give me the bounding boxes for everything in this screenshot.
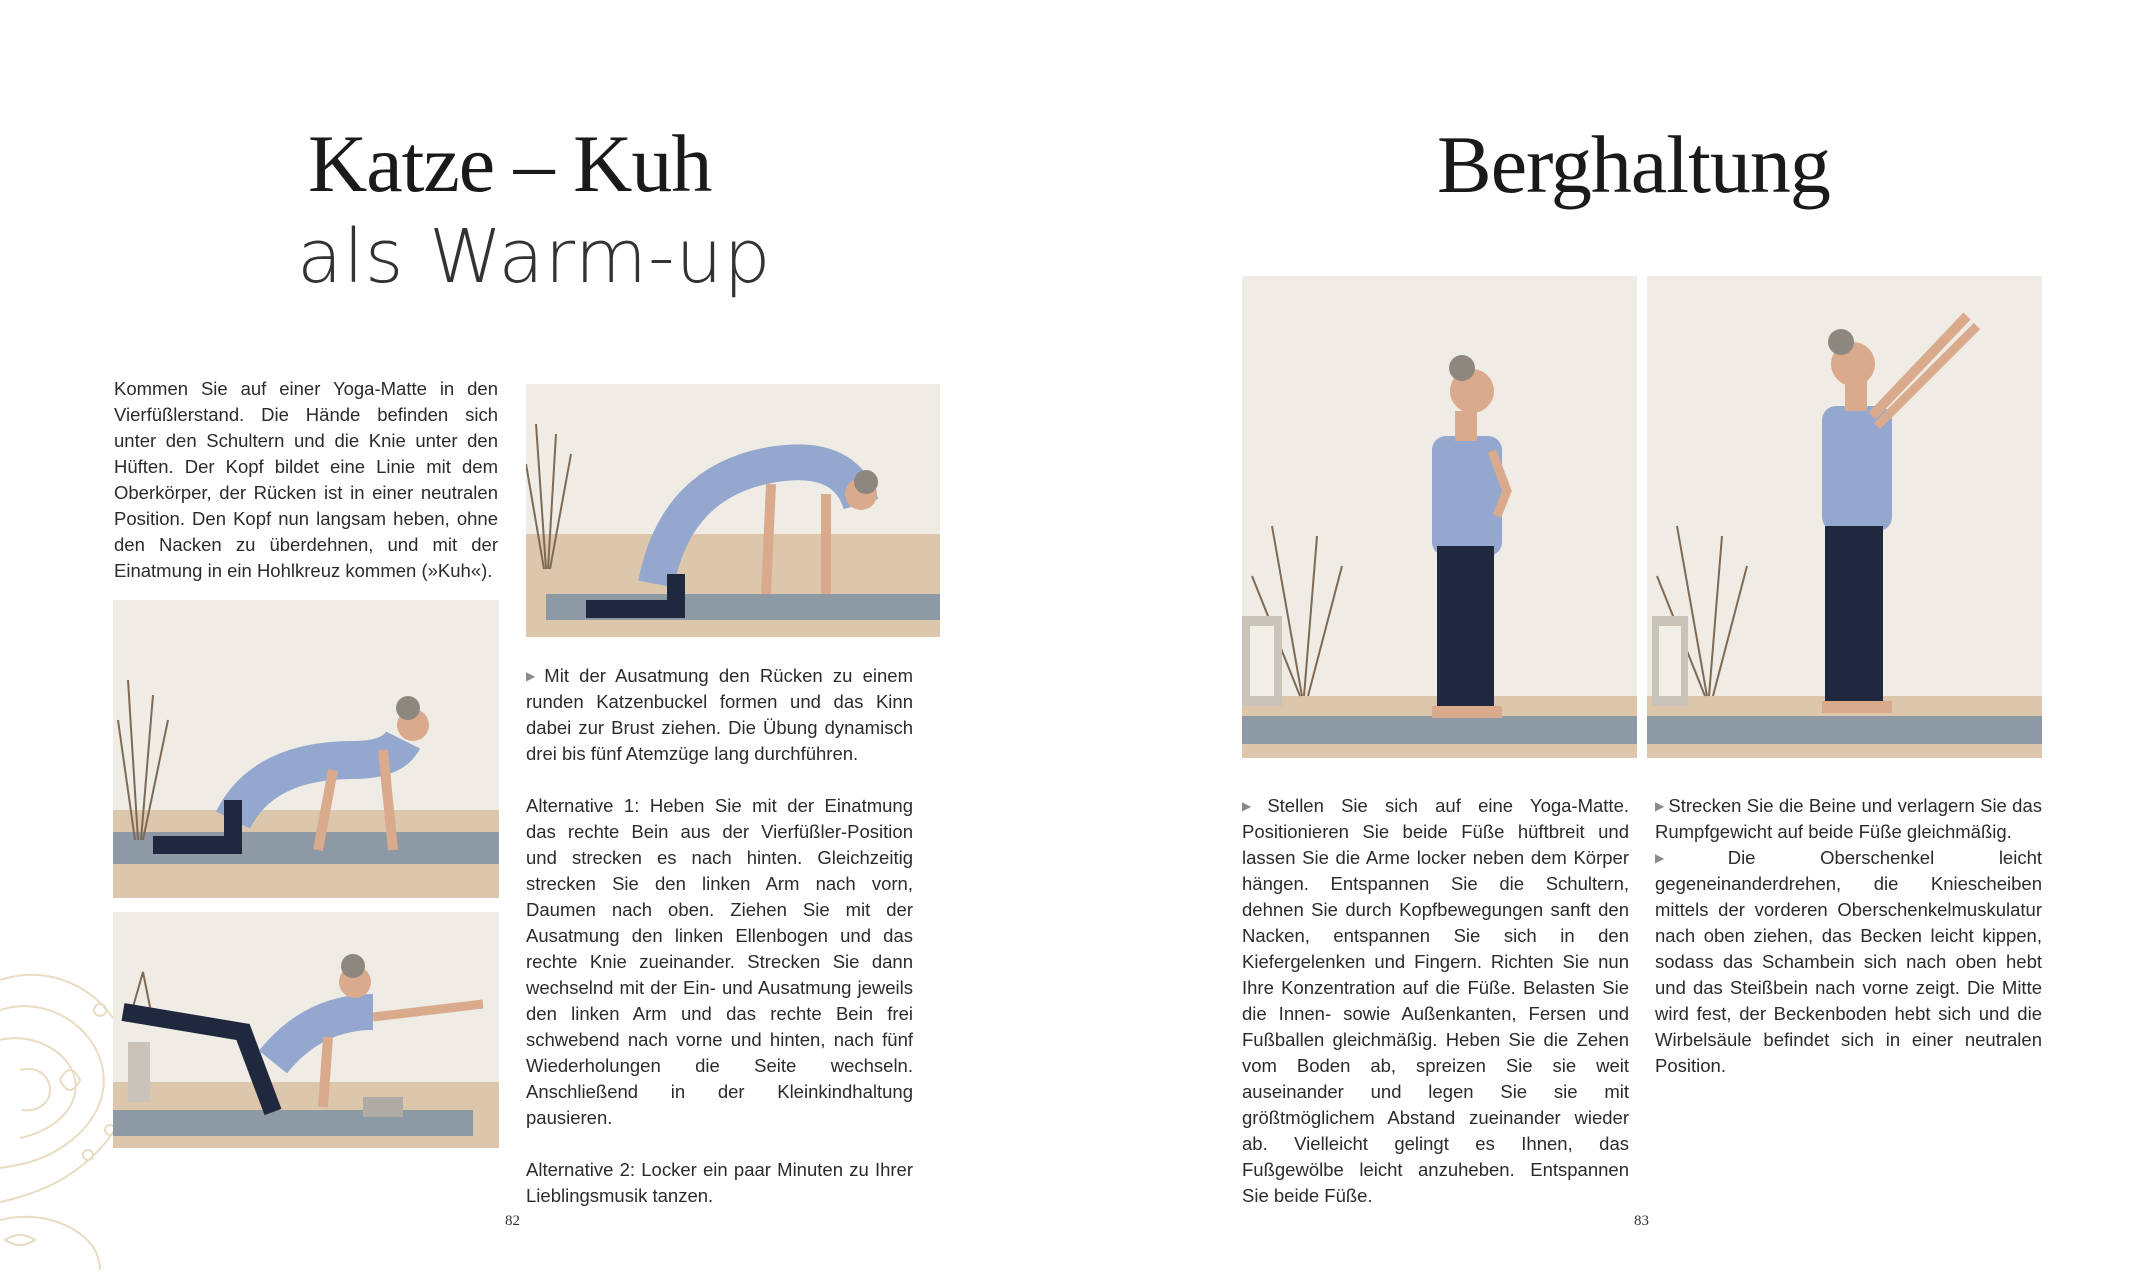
page-subtitle: als Warm-up: [297, 214, 772, 300]
step-1-paragraph: [1242, 793, 1629, 1209]
cat-step-text: Mit der Ausatmung den Rücken zu einem runden Katzenbuckel formen und das Kinn dabei zur Brust ziehen. Die Übung dynamisch drei bis fünf Atemzüge lang durchführen.: [526, 665, 913, 764]
step-3-text: Die Oberschenkel leicht gegeneinanderdrehen, die Kniescheiben mittels der vorderen Oberschenkelmuskulatur nach oben ziehen, das Becken leicht kippen, sodass das Schambein sich nach oben hebt und das Steißbein nach vorne zeigt. Die Mitte wird fest, der Beckenboden hebt sich und die Wirbelsäule befindet sich in einer neutralen Position.: [1655, 847, 2043, 1076]
triangle-bullet-icon: ▶: [1655, 851, 1724, 865]
mountain-pose-prayer-photo: [1242, 276, 1637, 758]
step-3-paragraph: [1655, 845, 2042, 1079]
step-1-text: Stellen Sie sich auf eine Yoga-Matte. Positionieren Sie beide Füße hüftbreit und lassen Sie die Arme locker neben dem Körper hängen. Entspannen Sie die Schultern, dehnen Sie durch Kopfbewegungen sanft den Nacken, entspannen Sie sich in den Kiefergelenken und Fingern. Richten Sie nun Ihre Konzentration auf die Füße. Belasten Sie die Innen- sowie Außenkanten, Fersen und Fußballen gleichmäßig. Heben Sie die Zehen vom Boden ab, spreizen Sie sie weit auseinander und legen Sie sie mit größtmöglichem Abstand zueinander wieder ab. Vielleicht gelingt es Ihnen, das Fußgewölbe leicht anzuheben. Entspannen Sie beide Füße.: [1242, 795, 1630, 1206]
balance-pose-photo: [113, 912, 499, 1148]
left-page: [0, 0, 1071, 1280]
triangle-bullet-icon: ▶: [1655, 799, 1665, 813]
right-page: [1072, 0, 2143, 1280]
page-title: Katze – Kuh: [308, 118, 712, 209]
page-number: 83: [1634, 1213, 1649, 1229]
alternative-2-paragraph: Alternative 2: Locker ein paar Minuten zu Ihrer Lieblingsmusik tanzen.: [526, 1159, 913, 1206]
triangle-bullet-icon: ▶: [1242, 799, 1264, 813]
page-number: 82: [505, 1213, 520, 1229]
intro-paragraph: Kommen Sie auf einer Yoga-Matte in den Vierfüßlerstand. Die Hände befinden sich unter den Schultern und die Knie unter den Hüften. Der Kopf bildet eine Linie mit dem Oberkörper, der Rücken ist in einer neutralen Position. Den Kopf nun langsam heben, ohne den Nacken zu überdehnen, und mit der Einatmung in ein Hohlkreuz kommen (»Kuh«).: [114, 378, 498, 581]
cat-pose-photo: [526, 384, 940, 637]
intro-text-block: [114, 376, 498, 584]
mountain-steps-2-3-block: [1655, 793, 2042, 1079]
page-title: Berghaltung: [1437, 119, 1830, 210]
step-2-text: Strecken Sie die Beine und verlagern Sie das Rumpfgewicht auf beide Füße gleichmäßig.: [1655, 795, 2042, 842]
mountain-pose-arms-raised-photo: [1647, 276, 2042, 758]
cow-pose-photo: [113, 600, 499, 898]
mountain-step-1-block: [1242, 793, 1629, 1209]
alternative-1-paragraph: Alternative 1: Heben Sie mit der Einatmung das rechte Bein aus der Vierfüßler-Position und strecken es nach hinten. Gleichzeitig strecken Sie den linken Arm nach vorn, Daumen nach oben. Ziehen Sie mit der Ausatmung den linken Ellenbogen und das rechte Knie zueinander. Strecken Sie dann wechselnd mit der Ein- und Ausatmung jeweils den linken Arm und das rechte Bein frei schwebend nach vorne und hinten, nach fünf Wiederholungen die Seite wechseln. Anschließend in der Kleinkindhaltung pausieren.: [526, 795, 913, 1128]
cat-step-paragraph: [526, 663, 913, 767]
triangle-bullet-icon: ▶: [526, 669, 541, 683]
step-2-paragraph: [1655, 793, 2042, 845]
instructions-column: [526, 663, 913, 1209]
